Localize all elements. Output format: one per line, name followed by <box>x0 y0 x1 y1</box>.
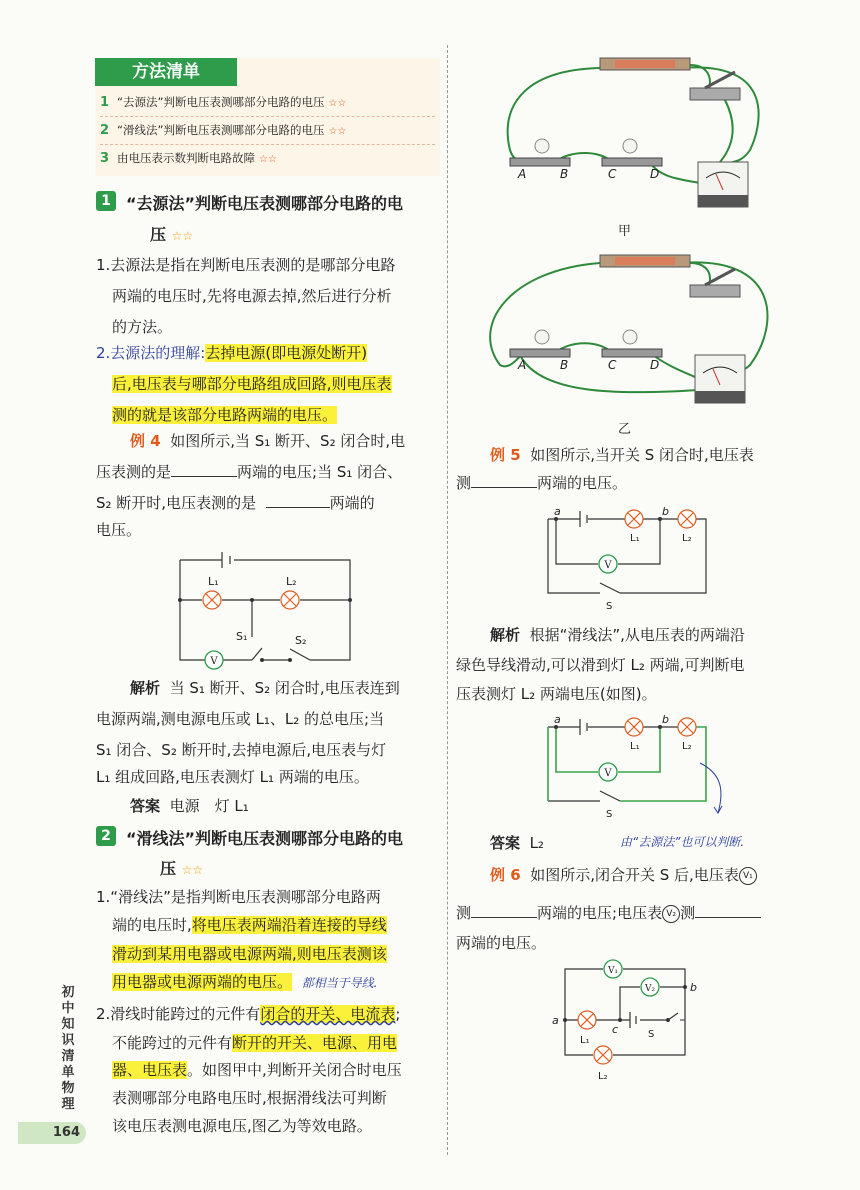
example-6-line: 两端的电压。 <box>456 934 547 952</box>
example-6-line: 测 两端的电压;电压表 V₂ 测 <box>456 898 761 929</box>
label: a <box>554 713 561 726</box>
methods-item: 2 “滑线法”判断电压表测哪部分电路的电压 ☆☆ <box>100 123 347 138</box>
answer-blank <box>266 489 330 508</box>
label: C <box>608 358 617 372</box>
paragraph: 测的就是该部分电路两端的电压。 <box>112 406 338 424</box>
label: S <box>648 1029 655 1040</box>
star-icon: ☆☆ <box>328 98 347 109</box>
label: L₂ <box>682 533 692 544</box>
methods-title: 方法清单 <box>95 58 237 86</box>
section-number: 2 <box>96 826 116 846</box>
analysis-line: 解析 根据“滑线法”,从电压表的两端沿 <box>490 626 745 644</box>
physical-circuit-yi <box>480 245 780 415</box>
physical-circuit-jia <box>480 50 780 225</box>
label: b <box>662 713 669 726</box>
example-5-line: 测 两端的电压。 <box>456 468 627 499</box>
analysis-line: 解析 当 S₁ 断开、S₂ 闭合时,电压表连到 <box>130 679 400 697</box>
label: L₁ <box>630 533 640 544</box>
analysis-line: L₁ 组成回路,电压表测灯 L₁ 两端的电压。 <box>96 768 369 786</box>
star-icon: ☆☆ <box>171 229 194 243</box>
example-4-line: S₂ 断开时,电压表测的是 两端的 <box>96 488 375 519</box>
star-icon: ☆☆ <box>181 863 204 877</box>
section-title-cont: 压 ☆☆ <box>150 225 194 244</box>
paragraph: 端的电压时,将电压表两端沿着连接的导线 <box>112 916 387 934</box>
example-5-line: 例 5 如图所示,当开关 S 闭合时,电压表 <box>490 446 754 464</box>
circuit-diagram-ex4 <box>160 540 370 670</box>
label: L₂ <box>598 1071 608 1082</box>
handwritten-note: 都相当于导线. <box>301 976 378 990</box>
answer-line: 答案 电源 灯 L₁ <box>130 797 249 815</box>
label: A <box>518 167 527 181</box>
paragraph: 两端的电压时,先将电源去掉,然后进行分析 <box>112 287 392 305</box>
label: L₁ <box>630 741 640 752</box>
methods-item: 3 由电压表示数判断电路故障 ☆☆ <box>100 151 277 166</box>
methods-item: 1 “去源法”判断电压表测哪部分电路的电压 ☆☆ <box>100 95 347 110</box>
voltmeter-label: V <box>210 656 218 667</box>
label: S <box>606 601 613 612</box>
label: L₂ <box>286 575 297 588</box>
label: S <box>606 809 613 820</box>
label: L₁ <box>580 1035 590 1046</box>
circuit-diagram-ex6 <box>550 955 710 1085</box>
label: a <box>552 1014 559 1027</box>
bulb-icon <box>623 139 637 153</box>
voltmeter-icon: V₁ <box>739 867 757 885</box>
handwritten-note: 由“去源法”也可以判断. <box>620 835 745 849</box>
paragraph: 用电器或电源两端的电压。 都相当于导线. <box>112 973 378 991</box>
divider <box>100 144 435 145</box>
label: S₁ <box>236 630 248 643</box>
example-4-line: 例 4 如图所示,当 S₁ 断开、S₂ 闭合时,电 <box>130 432 406 450</box>
analysis-line: 压表测灯 L₂ 两端电压(如图)。 <box>456 685 657 703</box>
section-title: “滑线法”判断电压表测哪部分电路的电 <box>126 829 404 848</box>
example-4-line: 电压。 <box>96 521 142 539</box>
paragraph: 该电压表测电源电压,图乙为等效电路。 <box>112 1117 372 1135</box>
paragraph: 表测哪部分电路电压时,根据滑线法可判断 <box>112 1089 387 1107</box>
label: b <box>662 505 669 518</box>
star-icon: ☆☆ <box>328 126 347 137</box>
bulb-icon <box>535 330 549 344</box>
example-4-line: 压表测的是 两端的电压;当 S₁ 闭合、 <box>96 457 402 488</box>
section-title: “去源法”判断电压表测哪部分电路的电 <box>126 194 404 213</box>
voltmeter-label: V <box>604 768 612 779</box>
label: L₁ <box>208 575 219 588</box>
label: a <box>554 505 561 518</box>
label: D <box>650 167 660 181</box>
paragraph: 后,电压表与哪部分电路组成回路,则电压表 <box>112 375 392 393</box>
voltmeter-label: V₁ <box>607 966 619 976</box>
label: L₂ <box>682 741 692 752</box>
answer-blank <box>471 899 537 918</box>
paragraph: 2.滑线时能跨过的元件有闭合的开关、电流表; <box>96 1005 401 1023</box>
paragraph: 1.去源法是指在判断电压表测的是哪部分电路 <box>96 256 396 274</box>
figure-caption: 乙 <box>618 422 632 437</box>
section-number: 1 <box>96 191 116 211</box>
paragraph: 不能跨过的元件有断开的开关、电源、用电 <box>112 1034 398 1052</box>
analysis-line: S₁ 闭合、S₂ 断开时,去掉电源后,电压表与灯 <box>96 741 387 759</box>
analysis-line: 电源两端,测电源电压或 L₁、L₂ 的总电压;当 <box>96 710 385 728</box>
label: c <box>612 1023 619 1036</box>
star-icon: ☆☆ <box>259 154 277 165</box>
divider <box>100 116 435 117</box>
voltmeter-icon: V₂ <box>662 905 680 923</box>
answer-blank <box>171 458 237 477</box>
answer-line: 答案 L₂ <box>490 834 544 852</box>
paragraph: 1.“滑线法”是指判断电压表测哪部分电路两 <box>96 888 381 906</box>
analysis-line: 绿色导线滑动,可以滑到灯 L₂ 两端,可判断电 <box>456 656 745 674</box>
figure-caption: 甲 <box>618 224 632 239</box>
label: S₂ <box>295 634 307 647</box>
circuit-diagram-ex5-solution <box>540 713 770 823</box>
label: B <box>560 167 569 181</box>
paragraph: 滑动到某用电器或电源两端,则电压表测该 <box>112 945 387 963</box>
paragraph: 的方法。 <box>112 318 173 336</box>
voltmeter-label: V₂ <box>644 984 656 994</box>
section-title-cont: 压 ☆☆ <box>160 859 204 878</box>
page-number: 164 <box>18 1122 86 1144</box>
label: C <box>608 167 617 181</box>
answer-blank <box>695 899 761 918</box>
side-label: 初中知识清单 物理 <box>61 985 75 1112</box>
label: A <box>518 358 527 372</box>
bulb-icon <box>623 330 637 344</box>
example-6-line: 例 6 如图所示,闭合开关 S 后,电压表 V₁ <box>490 860 757 891</box>
column-divider <box>447 45 448 1155</box>
circuit-diagram-ex5 <box>540 505 720 615</box>
paragraph: 2.去源法的理解:去掉电源(即电源处断开) <box>96 344 368 362</box>
label: D <box>650 358 660 372</box>
voltmeter-label: V <box>604 560 612 571</box>
answer-blank <box>471 469 537 488</box>
bulb-icon <box>535 139 549 153</box>
paragraph: 器、电压表。如图甲中,判断开关闭合时电压 <box>112 1061 402 1079</box>
label: B <box>560 358 569 372</box>
label: b <box>690 981 697 994</box>
